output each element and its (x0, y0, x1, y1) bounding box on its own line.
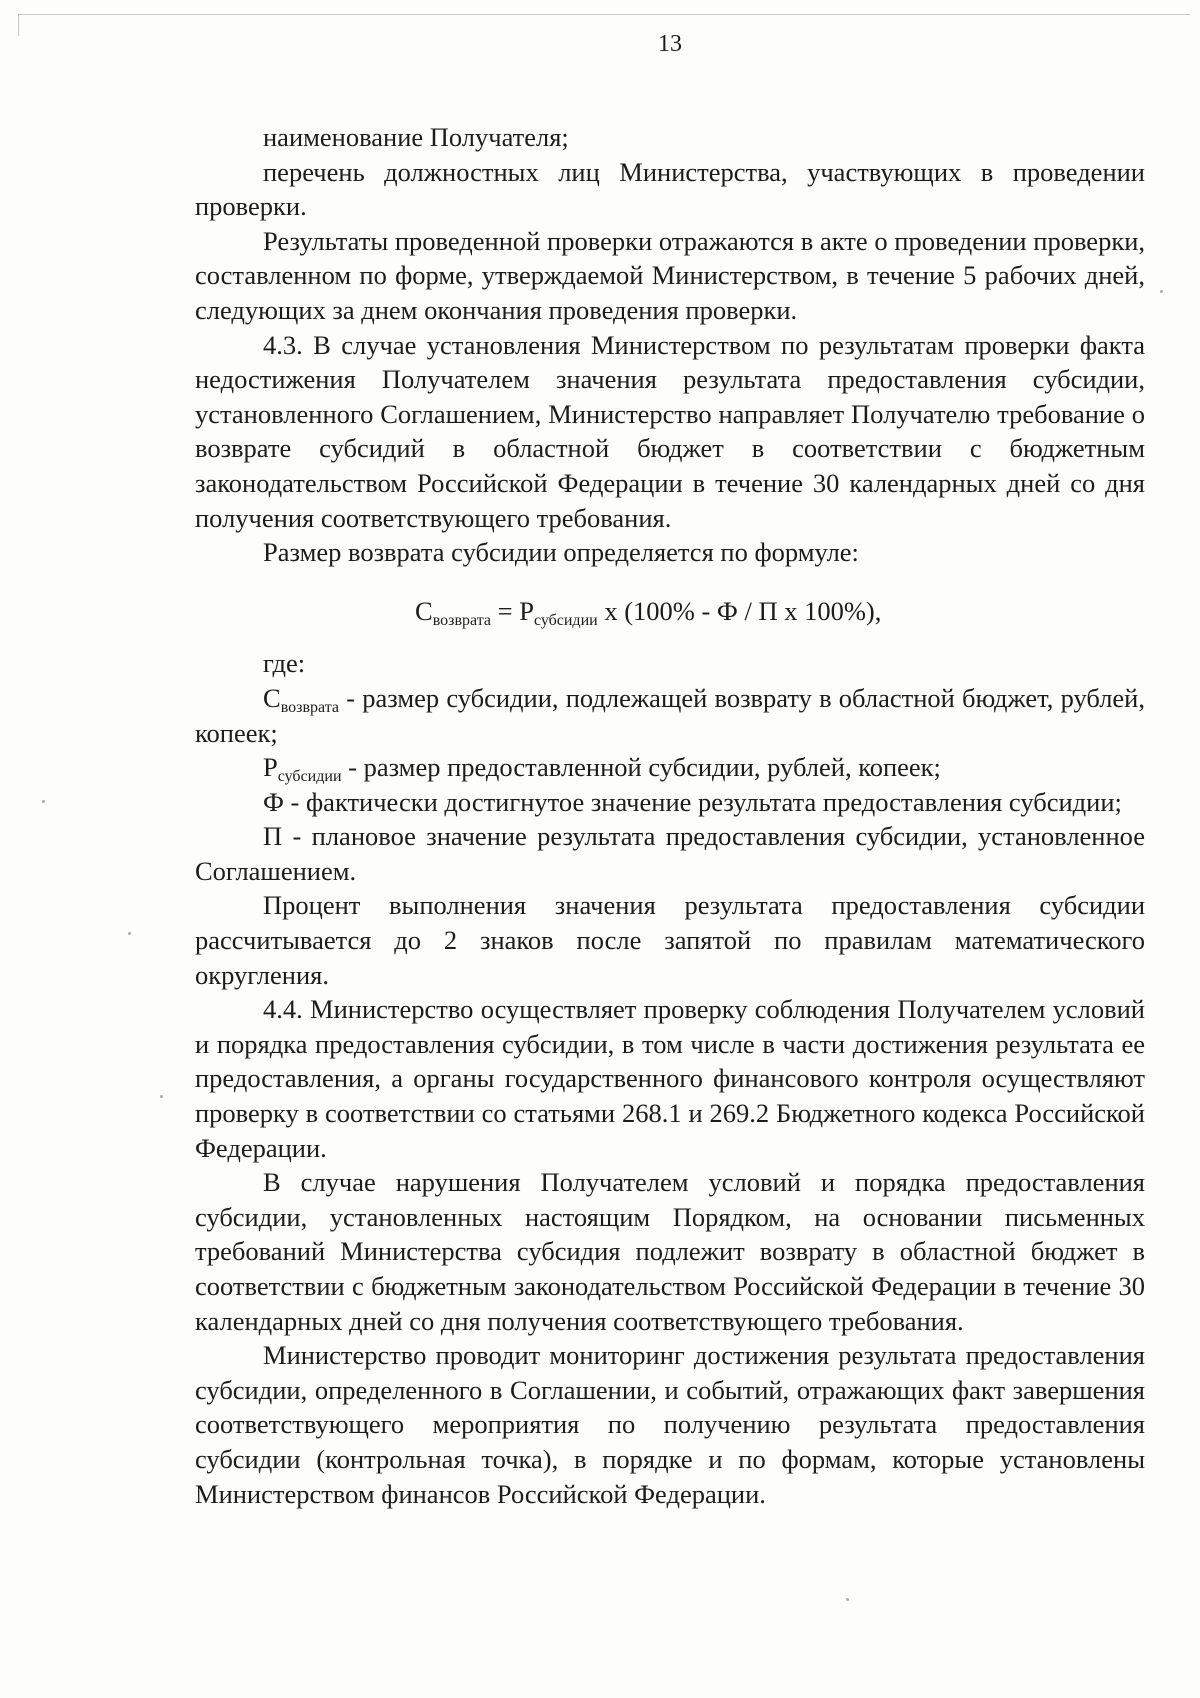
def-c-text: - размер субсидии, подлежащей возврату в областной бюджет, рублей, копеек; (195, 682, 1145, 748)
def-c-symbol: С (263, 682, 281, 713)
formula-r-symbol: Р (519, 595, 534, 626)
formula-equals: = (490, 595, 520, 626)
paragraph-monitoring: Министерство проводит мониторинг достижения результата предоставления субсидии, определенного в Соглашении, и событий, отражающих факт завершения соответствующего мероприятия по получению результата предоставления субсидии (контрольная точка), в порядке и по формам, которые установлены Министерством финансов Российской Федерации. (195, 1340, 1145, 1509)
def-r-text: - размер предоставленной субсидии, рублей, копеек; (341, 752, 941, 783)
scan-speck (160, 1095, 163, 1098)
paragraph-officials-list: перечень должностных лиц Министерства, участвующих в проведении проверки. (195, 156, 1145, 222)
page-number: 13 (658, 31, 682, 57)
scan-edge-line (18, 14, 1190, 15)
scan-speck (128, 932, 131, 935)
paragraph-where: где: (263, 648, 306, 679)
document-body (195, 120, 1145, 1511)
formula-expression: х (100% - Ф / П х 100%), (597, 595, 882, 626)
def-r-subscript: субсидии (277, 768, 342, 786)
paragraph-def-c (195, 681, 1145, 750)
paragraph-4-4: 4.4. Министерство осуществляет проверку соблюдения Получателем условий и порядка предоставления субсидии, в том числе в части достижения результата ее предоставления, а органы государственного финансового контроля осуществляют проверку в соответствии со статьями 268.1 и 269.2 Бюджетного кодекса Российской Федерации. (195, 994, 1145, 1163)
scan-speck (1160, 290, 1163, 293)
formula-c-subscript: возврата (432, 611, 491, 629)
def-r-symbol: Р (263, 752, 278, 783)
paragraph-inspection-results: Результаты проведенной проверки отражаются в акте о проведении проверки, составленном по форме, утверждаемой Министерством, в течение 5 рабочих дней, следующих за днем окончания проведения проверки. (195, 225, 1145, 325)
paragraph-def-p: П - плановое значение результата предоставления субсидии, установленное Соглашением. (195, 821, 1145, 886)
formula-c-symbol: С (415, 595, 433, 626)
refund-formula (195, 594, 1145, 629)
formula-r-subscript: субсидии (533, 611, 598, 629)
paragraph-percent-rounding: Процент выполнения значения результата предоставления субсидии рассчитывается до 2 знаков после запятой по правилам математического округления. (195, 890, 1145, 990)
paragraph-def-f: Ф - фактически достигнутое значение результата предоставления субсидии; (263, 786, 1122, 817)
paragraph-violation-refund: В случае нарушения Получателем условий и порядка предоставления субсидии, установленных настоящим Порядком, на основании письменных требований Министерства субсидия подлежит возврату в областной бюджет в соответствии с бюджетным законодательством Российской Федерации в течение 30 календарных дней со дня получения соответствующего требования. (195, 1167, 1145, 1336)
paragraph-formula-intro: Размер возврата субсидии определяется по формуле: (263, 537, 859, 568)
def-c-subscript: возврата (280, 698, 339, 716)
scan-speck (846, 1598, 849, 1601)
paragraph-4-3: 4.3. В случае установления Министерством по результатам проверки факта недостижения Получателем значения результата предоставления субсидии, установленного Соглашением, Министерство направляет Получателю требование о возврате субсидий в областной бюджет в соответствии с бюджетным законодательством Российской Федерации в течение 30 календарных дней со дня получения соответствующего требования. (195, 329, 1145, 533)
paragraph-def-r (195, 750, 1145, 785)
scan-speck (42, 800, 45, 803)
paragraph-recipient-name: наименование Получателя; (263, 122, 569, 152)
